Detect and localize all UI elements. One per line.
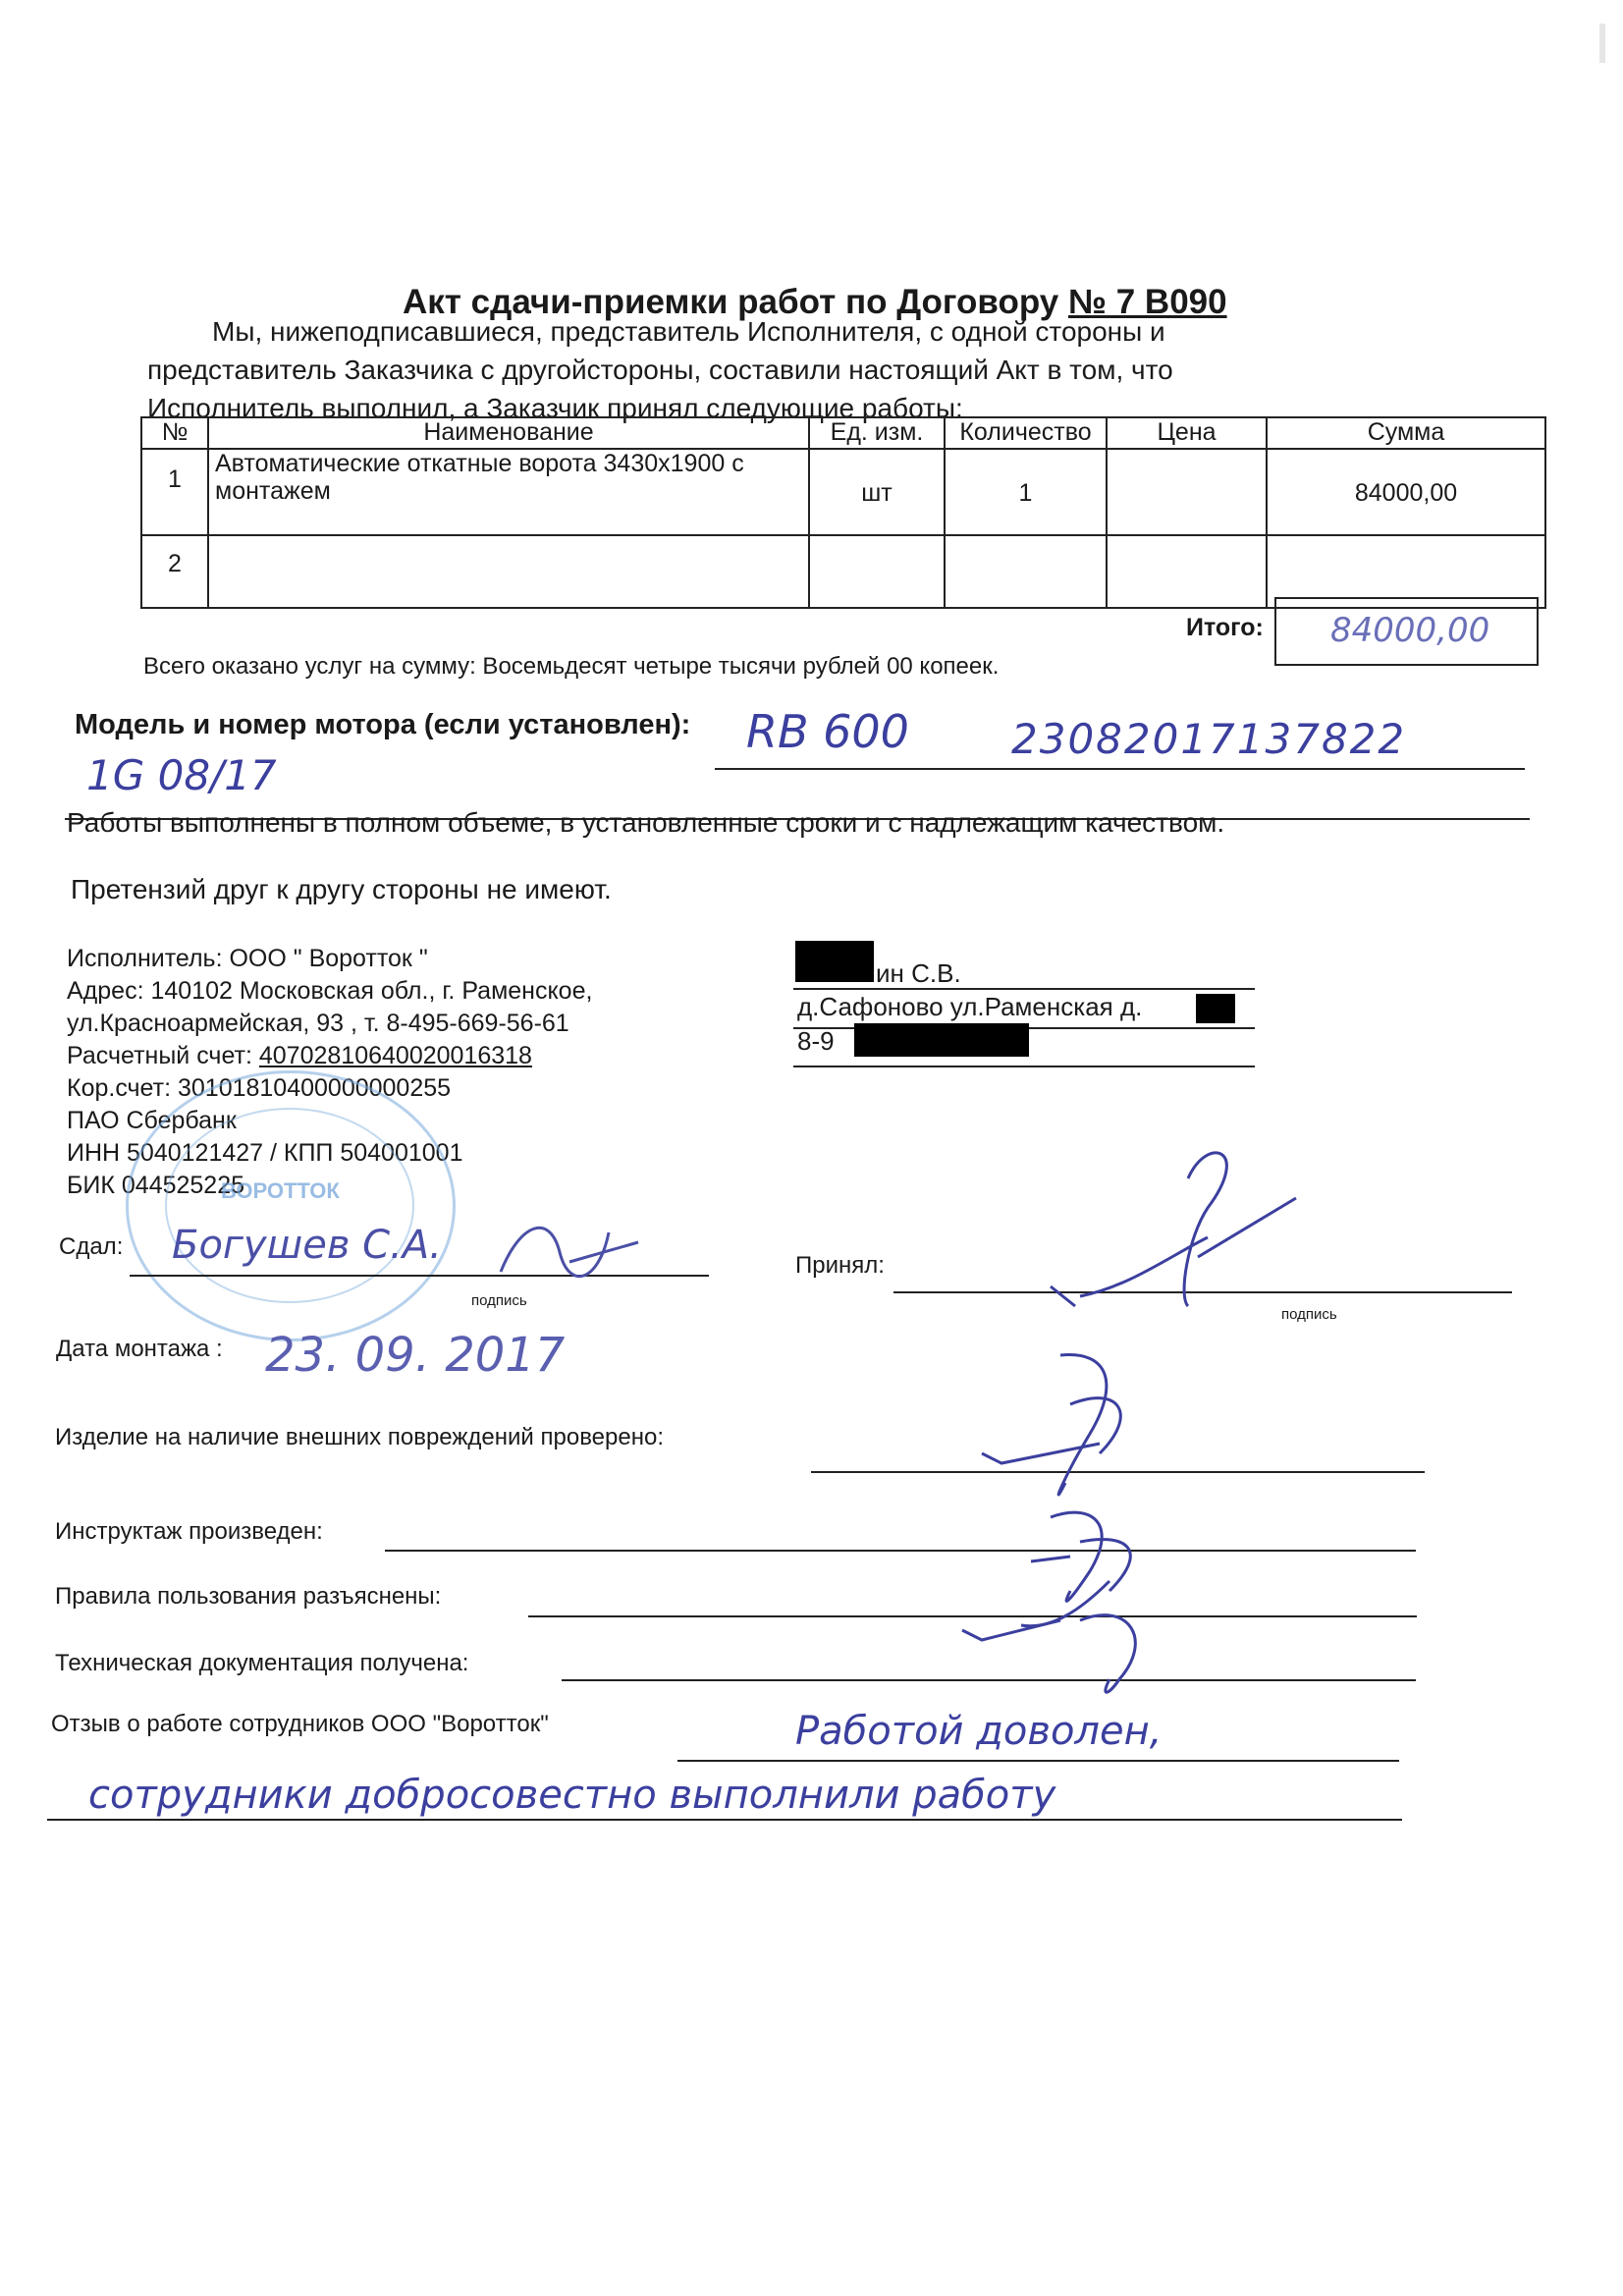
row-price (1107, 449, 1267, 535)
redaction-block (795, 941, 874, 982)
stamp-text: ВОРОТТОК (221, 1178, 340, 1203)
title-text: Акт сдачи-приемки работ по Договору (403, 283, 1059, 321)
handed-signature-scribble (491, 1203, 648, 1291)
row-number: 2 (141, 535, 208, 608)
row-price (1107, 535, 1267, 608)
review-handwritten-1: Работой доволен, (795, 1709, 1163, 1754)
review-line-1 (677, 1760, 1399, 1762)
contractor-name: Исполнитель: ООО " Воротток " (67, 945, 428, 972)
row-qty: 1 (945, 449, 1107, 535)
check-damage: Изделие на наличие внешних повреждений проверено: (55, 1424, 664, 1450)
col-header-qty: Количество (945, 417, 1107, 449)
intro-paragraph (147, 312, 1276, 427)
col-header-name: Наименование (208, 417, 809, 449)
customer-phone: 8-9 (797, 1026, 835, 1056)
row-number: 1 (141, 449, 208, 535)
contractor-account: Расчетный счет: 40702810640020016318 (67, 1042, 532, 1069)
col-header-unit: Ед. изм. (809, 417, 945, 449)
check-docs: Техническая документация получена: (55, 1650, 469, 1676)
review-handwritten-2: сотрудники добросовестно выполнили работу (88, 1773, 1056, 1818)
col-header-number: № (141, 417, 208, 449)
contractor-inn: ИНН 5040121427 / КПП 504001001 (67, 1139, 463, 1167)
row-name (208, 535, 809, 608)
row-unit: шт (809, 449, 945, 535)
motor-extra-handwritten: 1G 08/17 (86, 751, 277, 799)
customer-name: ин С.В. (876, 958, 961, 988)
total-handwritten: 84000,00 (1330, 611, 1490, 650)
contractor-corr-account: Кор.счет: 30101810400000000255 (67, 1074, 452, 1102)
motor-model-handwritten: RB 600 (746, 705, 909, 758)
check-rules: Правила пользования разъяснены: (55, 1583, 442, 1610)
contractor-address-2: ул.Красноармейская, 93 , т. 8-495-669-56-61 (67, 1010, 569, 1037)
handed-sign-caption: подпись (471, 1292, 527, 1309)
table-row (141, 449, 1545, 535)
row-name: Автоматические откатные ворота 3430х1900 с монтажем (208, 449, 809, 535)
works-table (140, 416, 1546, 609)
col-header-price: Цена (1107, 417, 1267, 449)
motor-underline (715, 768, 1525, 770)
row-qty (945, 535, 1107, 608)
total-box (1274, 597, 1539, 666)
handed-label: Сдал: (59, 1233, 124, 1260)
received-label: Принял: (795, 1252, 885, 1279)
row-sum: 84000,00 (1267, 449, 1545, 535)
contractor-bank: ПАО Сбербанк (67, 1107, 237, 1134)
redaction-block (854, 1023, 1029, 1057)
scan-artifact (1599, 24, 1605, 63)
mount-date-handwritten: 23. 09. 2017 (265, 1328, 566, 1383)
review-label: Отзыв о работе сотрудников ООО "Воротток" (51, 1711, 549, 1737)
redaction-block (1196, 994, 1235, 1023)
customer-address: д.Сафоново ул.Раменская д. (797, 992, 1143, 1021)
contractor-bik: БИК 044525225 (67, 1172, 245, 1199)
mount-date-label: Дата монтажа : (56, 1336, 223, 1362)
motor-serial-handwritten: 23082017137822 (1011, 715, 1407, 763)
received-sign-caption: подпись (1281, 1306, 1337, 1323)
statement-complete: Работы выполнены в полном объеме, в установленные сроки и с надлежащим качеством. (67, 807, 1225, 838)
table-header-row (141, 417, 1545, 449)
motor-label: Модель и номер мотора (если установлен): (75, 709, 691, 740)
row-unit (809, 535, 945, 608)
intro-line-1: Мы, нижеподписавшиеся, представитель Исполнителя, с одной стороны и (212, 316, 1165, 347)
intro-line-3: Исполнитель выполнил, а Заказчик принял следующие работы: (147, 393, 963, 423)
customer-line-1 (793, 988, 1255, 990)
customer-line-3 (793, 1066, 1255, 1067)
intro-line-2: представитель Заказчика с другойстороны, составили настоящий Акт в том, что (147, 355, 1173, 385)
statement-no-claims: Претензий друг к другу стороны не имеют. (71, 874, 612, 904)
total-in-words: Всего оказано услуг на сумму: Восемьдесят четыре тысячи рублей 00 копеек. (143, 653, 1000, 680)
contract-number: № 7 В090 (1067, 283, 1227, 321)
total-label: Итого: (1186, 614, 1264, 641)
contractor-address-1: Адрес: 140102 Московская обл., г. Раменское, (67, 977, 593, 1005)
handed-signature-handwritten: Богушев С.А. (172, 1223, 442, 1268)
col-header-sum: Сумма (1267, 417, 1545, 449)
check-signatures (923, 1345, 1335, 1709)
review-line-2 (47, 1819, 1402, 1821)
received-signature (1041, 1139, 1316, 1336)
check-briefing: Инструктаж произведен: (55, 1518, 323, 1545)
